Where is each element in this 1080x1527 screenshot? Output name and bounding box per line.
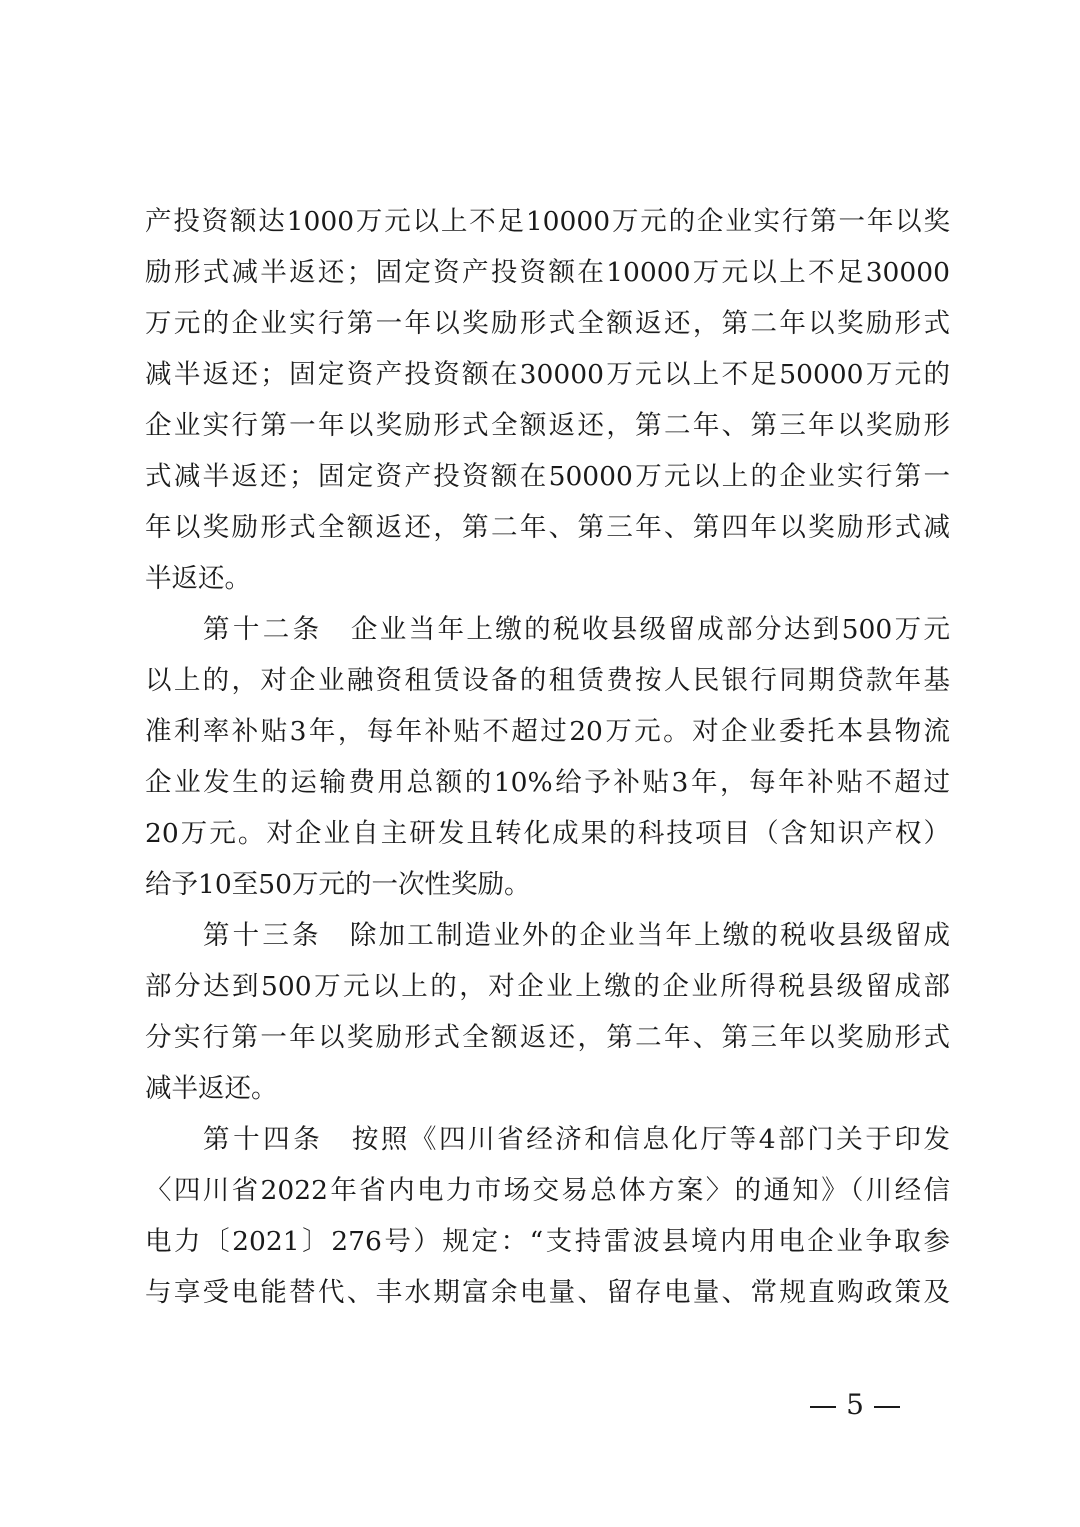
text-line: 企业实行第一年以奖励形式全额返还，第二年、第三年以奖励形 [145,410,950,441]
text-line: 减半返还；固定资产投资额在30000万元以上不足50000万元的 [145,359,950,390]
article-13-heading: 第十三条 [203,920,322,951]
text-line: 电力〔2021〕276号）规定：“支持雷波县境内用电企业争取参 [145,1226,950,1257]
text-line: 准利率补贴3年，每年补贴不超过20万元。对企业委托本县物流 [145,716,950,747]
article-13-first-line [145,910,950,961]
article-14-heading: 第十四条 [203,1124,324,1155]
article-14-first-text: 按照《四川省经济和信息化厅等4部门关于印发 [349,1124,950,1155]
text-line: 万元的企业实行第一年以奖励形式全额返还，第二年以奖励形式 [145,308,950,339]
article-12-first-line [145,604,950,655]
text-line: 分实行第一年以奖励形式全额返还，第二年、第三年以奖励形式 [145,1022,950,1053]
article-12-first-text: 企业当年上缴的税收县级留成部分达到500万元 [348,614,950,645]
document-body [145,196,950,1318]
page-number-dash-right [874,1406,900,1408]
text-line: 〈四川省2022年省内电力市场交易总体方案〉的通知》（川经信 [145,1175,950,1206]
article-12-heading: 第十二条 [203,614,323,645]
page-number-dash-left [810,1406,836,1408]
article-14-first-line [145,1114,950,1165]
page-number-value: 5 [846,1388,864,1421]
text-line: 半返还。 [145,563,251,594]
text-line: 励形式减半返还；固定资产投资额在10000万元以上不足30000 [145,257,950,288]
text-line: 给予10至50万元的一次性奖励。 [145,869,531,900]
text-line: 式减半返还；固定资产投资额在50000万元以上的企业实行第一 [145,461,950,492]
text-line: 年以奖励形式全额返还，第二年、第三年、第四年以奖励形式减 [145,512,950,543]
text-line: 企业发生的运输费用总额的10%给予补贴3年，每年补贴不超过 [145,767,950,798]
article-13-first-text: 除加工制造业外的企业当年上缴的税收县级留成 [347,920,951,951]
text-line: 以上的，对企业融资租赁设备的租赁费按人民银行同期贷款年基 [145,665,950,696]
text-line: 部分达到500万元以上的，对企业上缴的企业所得税县级留成部 [145,971,950,1002]
page-number [800,1385,910,1425]
text-line: 20万元。对企业自主研发且转化成果的科技项目（含知识产权） [145,818,950,849]
text-line: 与享受电能替代、丰水期富余电量、留存电量、常规直购政策及 [145,1277,950,1308]
text-line: 产投资额达1000万元以上不足10000万元的企业实行第一年以奖 [145,206,950,237]
text-line: 减半返还。 [145,1073,278,1104]
